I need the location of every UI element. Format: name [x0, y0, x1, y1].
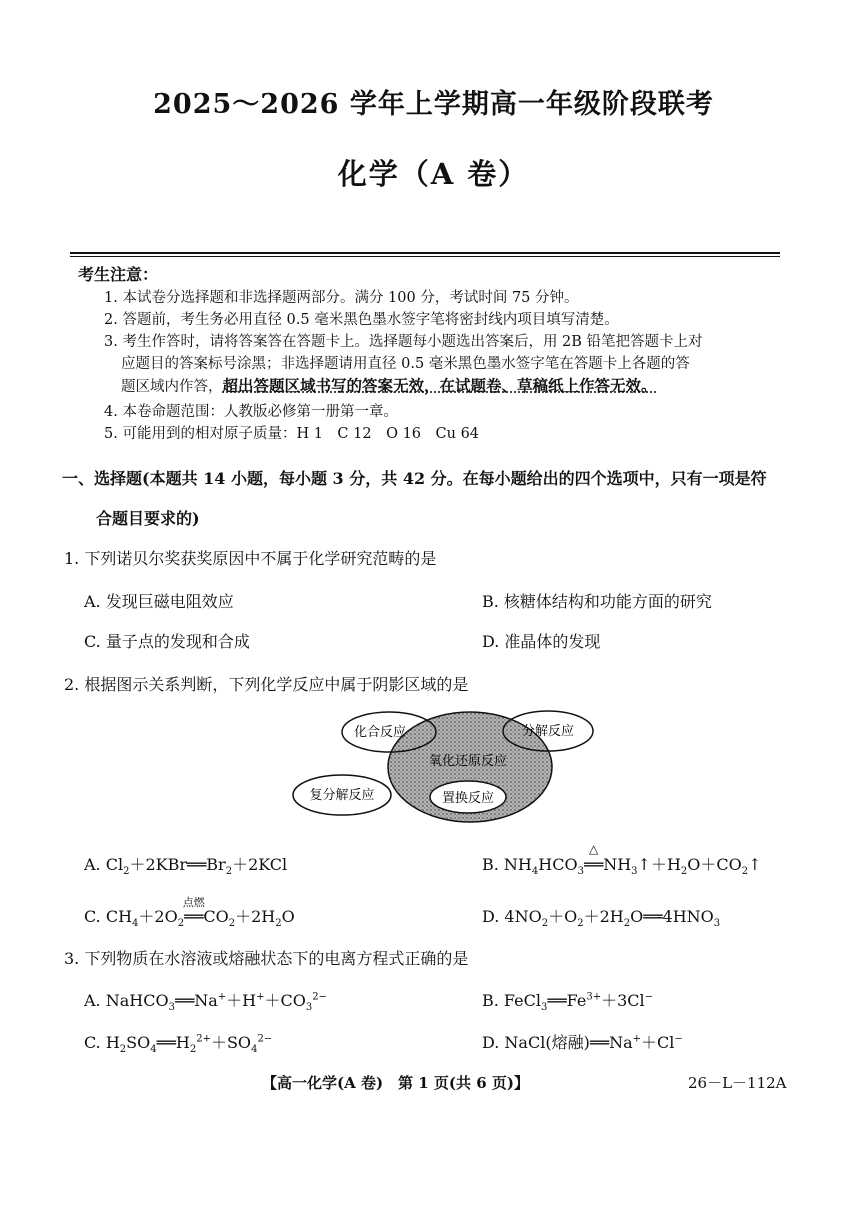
q2c-cond: 点燃: [182, 896, 205, 909]
q2b-t1: B. NH: [482, 855, 532, 874]
q3d-eq: ══: [589, 1033, 610, 1052]
q3b-sup2: −: [644, 991, 654, 1003]
q3d-t1: D. NaCl(熔融): [482, 1033, 590, 1052]
q3c-sub4: 4: [251, 1044, 258, 1056]
notice-heading: 考生注意：: [78, 265, 159, 284]
q2-option-b: [482, 842, 762, 878]
q2c-sub4: 2: [275, 918, 282, 930]
notice-item-3: 3. 考生作答时，请将答案答在答题卡上。选择题每小题选出答案后，用 2B 铅笔把答题卡上对: [104, 334, 703, 350]
q2b-sub5: 2: [741, 866, 749, 878]
q3c-t2: SO: [126, 1033, 151, 1052]
q3a-t1: A. NaHCO: [84, 991, 169, 1010]
q2b-t6: ↑: [748, 855, 762, 874]
q2b-cond: △: [588, 842, 599, 856]
q2b-t4: ↑＋H: [637, 855, 681, 874]
q2d-t3: ＋2H: [583, 907, 624, 926]
q3b-t1: B. FeCl: [482, 991, 541, 1010]
q2d-sub3: 2: [623, 918, 631, 930]
q2-option-a: [84, 852, 287, 877]
q2c-t2: ＋2O: [138, 907, 178, 926]
q2d-t2: ＋O: [548, 907, 578, 926]
q3-option-d: [482, 1030, 683, 1053]
reaction-venn-diagram: [290, 705, 610, 830]
label-decomposition: 分解反应: [521, 724, 575, 739]
label-redox: 氧化还原反应: [428, 754, 508, 769]
q2a-sub2: 2: [225, 866, 233, 878]
q3c-t4: ＋SO: [210, 1033, 252, 1052]
question-1-stem: 1. 下列诺贝尔奖获奖原因中不属于化学研究范畴的是: [64, 549, 437, 568]
q2d-sub4: 3: [713, 918, 721, 930]
q2a-t2: ＋2KBr: [129, 855, 188, 874]
q2b-sub4: 2: [680, 866, 688, 878]
q3a-sub2: 3: [305, 1002, 313, 1014]
q3b-t3: ＋3Cl: [601, 991, 645, 1010]
q3a-t4: ＋CO: [264, 991, 306, 1010]
q1-option-c: C. 量子点的发现和合成: [84, 632, 250, 651]
q2a-t4: ＋2KCl: [232, 855, 288, 874]
notice-emphasis: 超出答题区域书写的答案无效，在试题卷、草稿纸上作答无效。: [222, 376, 657, 395]
notice-item-3-text: 题区域内作答，: [121, 379, 223, 395]
q3c-sup1: 2+: [196, 1033, 211, 1045]
page-footer: 【高一化学(A 卷) 第 1 页(共 6 页)】: [262, 1074, 530, 1092]
q2-option-d: [482, 904, 720, 929]
q3-option-b: [482, 988, 653, 1013]
q3a-t3: ＋H: [226, 991, 257, 1010]
q3a-sub1: 3: [168, 1002, 175, 1014]
q3a-sup1: +: [217, 991, 227, 1003]
q2c-sub1: 4: [132, 918, 139, 930]
q1-option-d: D. 准晶体的发现: [482, 632, 601, 651]
q3a-sup3: 2−: [312, 991, 328, 1003]
question-3-stem: 3. 下列物质在水溶液或熔融状态下的电离方程式正确的是: [64, 949, 469, 968]
question-2-stem: 2. 根据图示关系判断，下列化学反应中属于阴影区域的是: [64, 675, 469, 694]
q3-option-c: [84, 1030, 272, 1055]
q3d-sup1: +: [632, 1033, 642, 1045]
q2a-t1: A. Cl: [84, 855, 124, 874]
section-heading: 一、选择题(本题共 14 小题，每小题 3 分，共 42 分。在每小题给出的四个选项中，只有一项是符: [62, 469, 767, 488]
q2c-t3: CO: [203, 907, 229, 926]
exam-subtitle: 化学（A 卷）: [337, 157, 530, 191]
section-heading-cont: 合题目要求的): [96, 509, 200, 528]
q2b-sub1: 4: [531, 866, 539, 878]
q3d-t3: ＋Cl: [641, 1033, 675, 1052]
q2a-eq: ══: [187, 855, 207, 874]
q2a-sub1: 2: [123, 866, 130, 878]
q2b-t5: O＋CO: [687, 855, 742, 874]
label-displacement: 置换反应: [441, 791, 495, 806]
q2b-eq: ══: [583, 855, 604, 874]
notice-item-1: 1. 本试卷分选择题和非选择题两部分。满分 100 分，考试时间 75 分钟。: [104, 290, 579, 306]
notice-item-5: 5. 可能用到的相对原子质量：H 1 C 12 O 16 Cu 64: [104, 426, 480, 442]
q2d-t5: 4HNO: [662, 907, 714, 926]
notice-item-2: 2. 答题前，考生务必用直径 0.5 毫米黑色墨水签字笔将密封线内项目填写清楚。: [104, 312, 619, 328]
q2d-sub2: 2: [577, 918, 584, 930]
header-rule-thick: [70, 252, 780, 254]
q2-option-c: [84, 896, 295, 930]
q2c-arrow: [182, 896, 205, 926]
q2d-t1: D. 4NO: [482, 907, 542, 926]
q2b-sub2: 3: [577, 866, 584, 878]
q3d-t2: Na: [609, 1033, 633, 1052]
q3b-eq: ══: [547, 991, 567, 1010]
q2c-sub3: 2: [228, 918, 236, 930]
q2c-sub2: 2: [177, 918, 185, 930]
q3a-t2: Na: [194, 991, 218, 1010]
q3c-sub3: 2: [189, 1044, 197, 1056]
q3b-t2: Fe: [566, 991, 587, 1010]
q1-option-a: A. 发现巨磁电阻效应: [84, 592, 234, 611]
exam-code: 26－L－112A: [688, 1074, 787, 1092]
q2b-t3: NH: [603, 855, 632, 874]
q3-option-a: [84, 988, 327, 1013]
notice-item-3-end: [121, 374, 657, 396]
q3a-sup2: +: [256, 991, 265, 1003]
header-rule-thin: [70, 256, 780, 257]
q2a-t3: Br: [206, 855, 226, 874]
q2b-arrow: [583, 842, 604, 874]
label-double-displacement: 复分解反应: [309, 788, 375, 803]
q2c-eq: ══: [184, 907, 204, 926]
q3b-sub1: 3: [540, 1002, 548, 1014]
q3a-eq: ══: [174, 991, 195, 1010]
exam-title: 2025～2026 学年上学期高一年级阶段联考: [153, 89, 714, 120]
notice-item-3-cont: 应题目的答案标号涂黑；非选择题请用直径 0.5 毫米黑色墨水签字笔在答题卡上各题的答: [121, 356, 690, 372]
q3c-t3: H: [175, 1033, 190, 1052]
q2c-t5: O: [281, 907, 295, 926]
q3c-sup2: 2−: [257, 1033, 273, 1045]
q3b-sup1: 3+: [586, 991, 602, 1003]
q2c-t4: ＋2H: [235, 907, 276, 926]
q2b-t2: HCO: [538, 855, 578, 874]
q3c-eq: ══: [156, 1033, 176, 1052]
q2d-sub1: 2: [541, 918, 549, 930]
q2d-eq: ══: [643, 907, 663, 926]
q2b-sub3: 3: [631, 866, 638, 878]
q2d-t4: O: [630, 907, 644, 926]
q3c-sub2: 4: [150, 1044, 157, 1056]
q1-option-b: B. 核糖体结构和功能方面的研究: [482, 592, 712, 611]
notice-item-4: 4. 本卷命题范围：人教版必修第一册第一章。: [104, 404, 398, 420]
q3d-sup2: −: [674, 1033, 683, 1045]
label-combination: 化合反应: [353, 725, 407, 740]
q3c-t1: C. H: [84, 1033, 120, 1052]
q2c-t1: C. CH: [84, 907, 133, 926]
q3c-sub1: 2: [119, 1044, 127, 1056]
